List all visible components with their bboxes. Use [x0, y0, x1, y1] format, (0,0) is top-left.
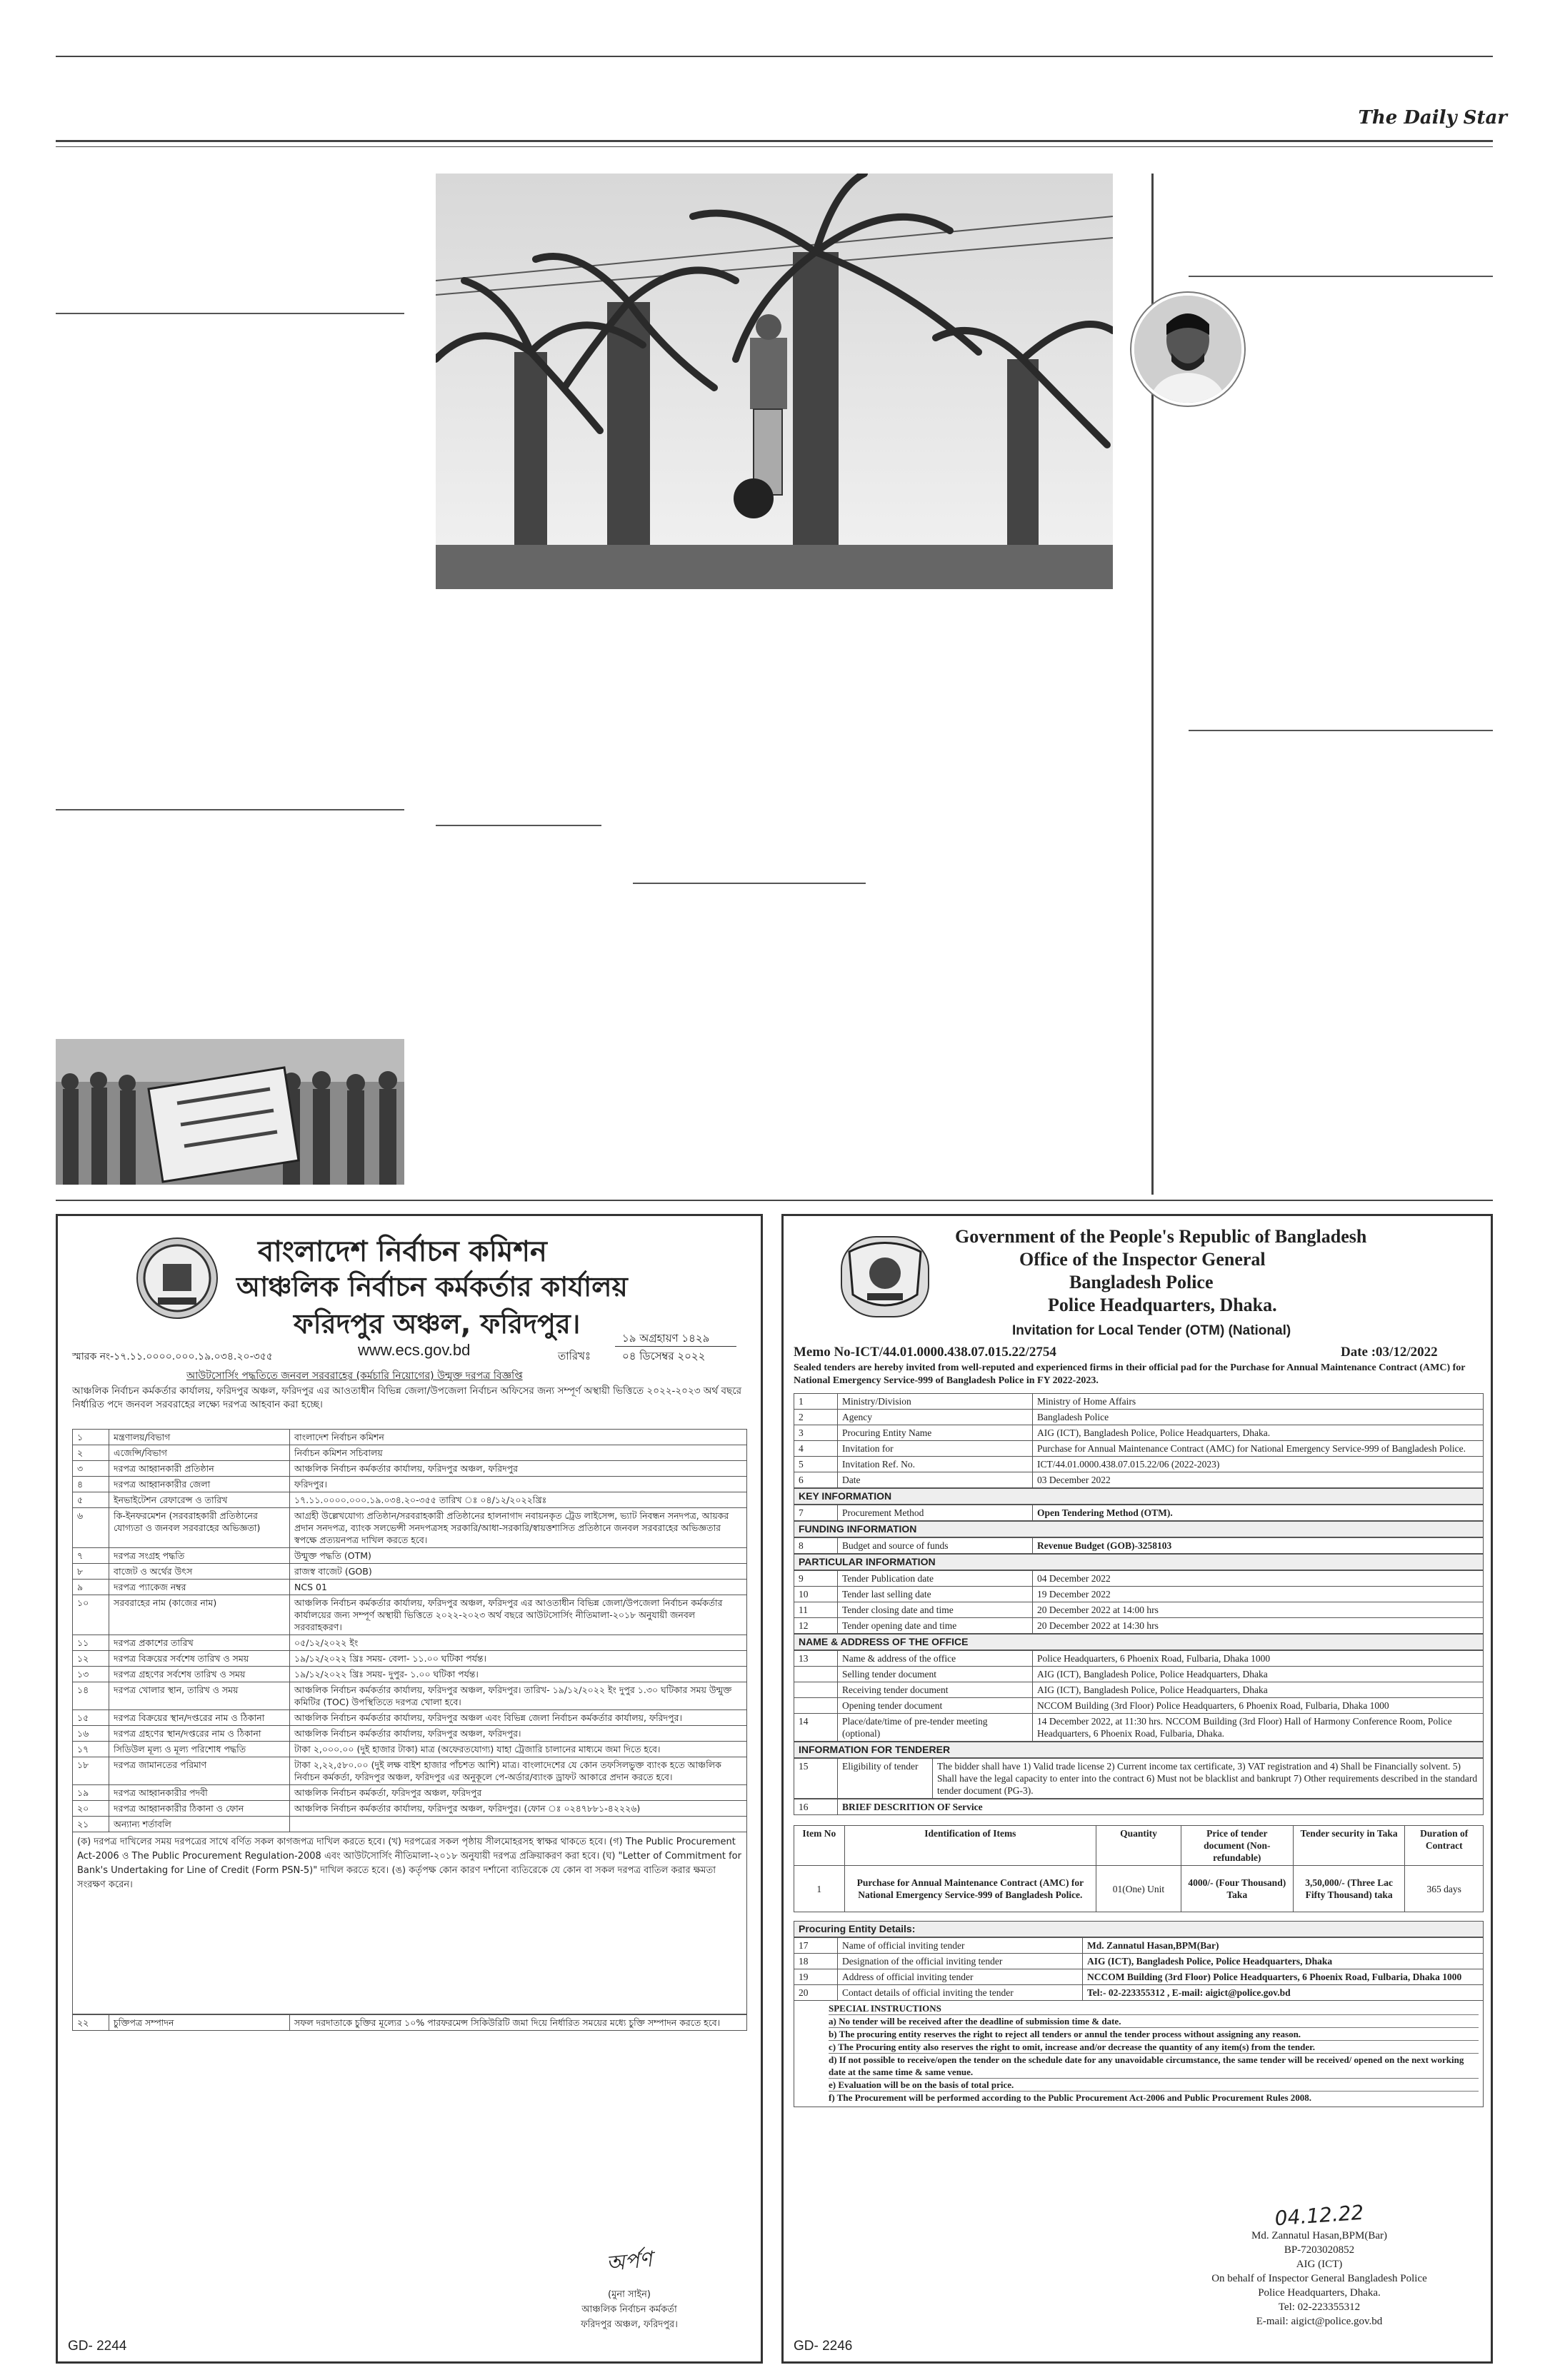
- police-sig-line: On behalf of Inspector General Bangladesh Police: [1211, 2273, 1427, 2284]
- name-address-header: NAME & ADDRESS OF THE OFFICE: [794, 1634, 1484, 1650]
- ec-table-row-value: আঞ্চলিক নির্বাচন কর্মকর্তা, ফরিদপুর অঞ্চল, ফরিদপুর: [290, 1785, 747, 1801]
- police-row: [794, 1457, 1484, 1472]
- key-information-header: KEY INFORMATION: [794, 1488, 1484, 1505]
- police-row-label: Procuring Entity Name: [838, 1425, 1033, 1441]
- special-instruction-item: b) The procuring entity reserves the right to reject all tenders or annul the tender process without assigning any reason.: [829, 2027, 1479, 2040]
- ec-table-row: [73, 1785, 747, 1801]
- items-header-cell: Tender security in Taka: [1293, 1826, 1405, 1866]
- ec-table-row-label: কি-ইনফরমেশন (সরবরাহকারী প্রতিষ্ঠানের যোগ্যতা ও জনবল সরবরাহের অভিজ্ঞতা): [109, 1508, 290, 1548]
- ec-date-bn-2: ০৪ ডিসেম্বর ২০২২: [622, 1350, 706, 1362]
- ec-table-row-no: ৪: [73, 1477, 109, 1492]
- center-rule-2: [633, 883, 866, 884]
- ec-memo: স্মারক নং-১৭.১১.০০০০.০০০.১৯.০৩৪.২০-৩৫৫: [72, 1351, 273, 1362]
- police-row-label: Designation of the official inviting tender: [838, 1954, 1083, 1969]
- ec-table-row-label: বাজেট ও অর্থের উৎস: [109, 1564, 290, 1580]
- police-row-no: 14: [794, 1714, 838, 1742]
- funding-information-header: FUNDING INFORMATION: [794, 1521, 1484, 1537]
- police-row-15-no: 15: [794, 1759, 838, 1799]
- ec-table-row: [73, 1548, 747, 1564]
- police-row-label: Name of official inviting tender: [838, 1938, 1083, 1954]
- ec-date-bn-1: ১৯ অগ্রহায়ণ ১৪২৯: [622, 1332, 710, 1345]
- ec-table-row: [73, 1667, 747, 1682]
- police-sig-line: Md. Zannatul Hasan,BPM(Bar): [1251, 2230, 1387, 2241]
- police-line-2: Office of the Inspector General: [1019, 1249, 1266, 1270]
- police-row-value: AIG (ICT), Bangladesh Police, Police Headquarters, Dhaka: [1033, 1667, 1484, 1682]
- ec-table-row: [73, 1742, 747, 1757]
- police-row-label: Opening tender document: [838, 1698, 1033, 1714]
- ec-table-row-label: দরপত্র গ্রহণের সর্বশেষ তারিখ ও সময়: [109, 1667, 290, 1682]
- police-row-label: Agency: [838, 1410, 1033, 1425]
- ec-table-row: [73, 1595, 747, 1635]
- ec-table-row-no: ৭: [73, 1548, 109, 1564]
- police-row: [794, 1714, 1484, 1742]
- police-row-value: AIG (ICT), Bangladesh Police, Police Headquarters, Dhaka.: [1033, 1425, 1484, 1441]
- ec-date-label: তারিখঃ: [558, 1350, 591, 1362]
- center-rule-1: [436, 825, 601, 826]
- items-cell: 01(One) Unit: [1096, 1866, 1181, 1912]
- items-header-row: [794, 1826, 1484, 1866]
- police-row-value: 20 December 2022 at 14:00 hrs: [1033, 1602, 1484, 1618]
- police-row-7-value: Open Tendering Method (OTM).: [1033, 1505, 1484, 1521]
- crowd-photo: [56, 1039, 404, 1185]
- ec-table-row-value: ১৯/১২/২০২২ খ্রিঃ সময়- বেলা- ১১.০০ ঘটিকা পর্যন্ত।: [290, 1651, 747, 1667]
- ec-table-row: [73, 1445, 747, 1461]
- police-row-value: NCCOM Building (3rd Floor) Police Headquarters, 6 Phoenix Road, Fulbaria, Dhaka 1000: [1033, 1698, 1484, 1714]
- police-intro: Sealed tenders are hereby invited from well-reputed and experienced firms in their official pad for the Purchase for Annual Maintenance Contract (AMC) for National Emergency Service-999 of Bangladesh Police in FY 2022-2023.: [794, 1362, 1466, 1386]
- police-signature-scrawl: 04.12.22: [1274, 2200, 1365, 2231]
- police-row-value: Police Headquarters, 6 Phoenix Road, Fulbaria, Dhaka 1000: [1033, 1651, 1484, 1667]
- ec-info-table: [72, 1429, 747, 2031]
- police-row-label: Selling tender document: [838, 1667, 1033, 1682]
- police-row-value: ICT/44.01.0000.438.07.015.22/06 (2022-2023): [1033, 1457, 1484, 1472]
- police-row-value: Md. Zannatul Hasan,BPM(Bar): [1083, 1938, 1484, 1954]
- ec-signature-scrawl: অর্পণ: [604, 2246, 654, 2277]
- police-row-no: [794, 1698, 838, 1714]
- ec-signature: [558, 2244, 701, 2333]
- police-row-no: 18: [794, 1954, 838, 1969]
- ec-table-row-label: ইনভাইটেশন রেফারেন্স ও তারিখ: [109, 1492, 290, 1508]
- ec-table-row-label: অন্যান্য শর্তাবলি: [109, 1817, 290, 1832]
- ec-table-row-no: ৮: [73, 1564, 109, 1580]
- ec-table-row: [73, 1461, 747, 1477]
- ec-table-row: [73, 1757, 747, 1785]
- police-row-no: 6: [794, 1472, 838, 1488]
- police-info-table: [794, 1393, 1484, 2107]
- police-row-label: Place/date/time of pre-tender meeting (optional): [838, 1714, 1033, 1742]
- ec-table-row-no: ২: [73, 1445, 109, 1461]
- special-instruction-item: f) The Procurement will be performed according to the Public Procurement Act-2006 and Public Procurement Rules 2008.: [829, 2091, 1479, 2104]
- particular-information-header: PARTICULAR INFORMATION: [794, 1554, 1484, 1570]
- police-emblem: [841, 1236, 929, 1317]
- ec-sig-place: ফরিদপুর অঞ্চল, ফরিদপুর।: [581, 2319, 678, 2330]
- masthead-rule-1: [56, 140, 1493, 142]
- ec-table-row-label: দরপত্র প্যাকেজ নম্বর: [109, 1580, 290, 1595]
- police-row-label: Address of official inviting tender: [838, 1969, 1083, 1985]
- ec-table-row-label: দরপত্র জামানতের পরিমাণ: [109, 1757, 290, 1785]
- ec-table-row-no: ১০: [73, 1595, 109, 1635]
- ec-table-row-no: ১: [73, 1430, 109, 1445]
- police-row-no: 12: [794, 1618, 838, 1634]
- ads-divider: [56, 1200, 1493, 1201]
- police-gd-code: GD- 2246: [794, 2339, 853, 2354]
- special-instructions-header: SPECIAL INSTRUCTIONS: [829, 2003, 941, 2014]
- police-row-no: [794, 1667, 838, 1682]
- ec-table-row-value: টাকা ২,২২,৫৮০.০০ (দুই লক্ষ বাইশ হাজার পাঁচশত আশি) মাত্র। বাংলাদেশের যে কোন তফসিলভুক্ত ব্যাংক হতে আঞ্চলিক নির্বাচন কর্মকর্তা, ফরিদপুর অঞ্চল, ফরিদপুর এর অনুকূলে পে-অর্ডার/ব্যাংক ড্রাফট আকারে প্রদান করতে হবে।: [290, 1757, 747, 1785]
- ec-table-row-value: আঞ্চলিক নির্বাচন কর্মকর্তার কার্যালয়, ফরিদপুর অঞ্চল, ফরিদপুর এর আওতাধীন বিভিন্ন জেলা/উপজেলা নির্বাচন কর্মকর্তার কার্যালয়ের জন্য সম্পূর্ণ অস্থায়ী ভিত্তিতে ২০২২-২০২৩ অর্থ বছরে আউটসোর্সিং নীতিমালা-২০১৮ অনুযায়ী জনবল সরবরাহকরণ।: [290, 1595, 747, 1635]
- ec-table-row-no: ২০: [73, 1801, 109, 1817]
- ec-date-underline: [615, 1346, 736, 1347]
- ec-table-row-no: ১৫: [73, 1710, 109, 1726]
- ec-table-row-value: আঞ্চলিক নির্বাচন কর্মকর্তার কার্যালয়, ফরিদপুর অঞ্চল, ফরিদপুর: [290, 1461, 747, 1477]
- police-row: [794, 1425, 1484, 1441]
- ec-table-row: [73, 1726, 747, 1742]
- ec-table-row-no: ১২: [73, 1651, 109, 1667]
- items-cell: 365 days: [1405, 1866, 1484, 1912]
- police-row: [794, 1571, 1484, 1587]
- items-header-cell: Quantity: [1096, 1826, 1181, 1866]
- police-row-no: 9: [794, 1571, 838, 1587]
- ec-table-row: [73, 1817, 747, 1832]
- items-row: [794, 1866, 1484, 1912]
- ec-title-3: ফরিদপুর অঞ্চল, ফরিদপুর।: [294, 1308, 581, 1340]
- ec-table-row-value: NCS 01: [290, 1580, 747, 1595]
- columnist-avatar: [1131, 293, 1244, 406]
- ec-table-row-label: এজেন্সি/বিভাগ: [109, 1445, 290, 1461]
- ec-table-row-value: আঞ্চলিক নির্বাচন কর্মকর্তার কার্যালয়, ফরিদপুর অঞ্চল এবং বিভিন্ন জেলা নির্বাচন কর্মকর্তার কার্যালয়, ফরিদপুর।: [290, 1710, 747, 1726]
- items-header-cell: Price of tender document (Non-refundable): [1181, 1826, 1293, 1866]
- masthead: The Daily Star: [1358, 107, 1507, 129]
- police-row-no: 2: [794, 1410, 838, 1425]
- ec-table-row-no: ১৩: [73, 1667, 109, 1682]
- ec-table-row: [73, 1430, 747, 1445]
- police-row-value: 04 December 2022: [1033, 1571, 1484, 1587]
- items-header-cell: Duration of Contract: [1405, 1826, 1484, 1866]
- police-row: [794, 1682, 1484, 1698]
- police-row-8-no: 8: [794, 1538, 838, 1554]
- election-commission-emblem: [136, 1237, 218, 1319]
- police-row-label: Name & address of the office: [838, 1651, 1033, 1667]
- items-cell: 4000/- (Four Thousand) Taka: [1181, 1866, 1293, 1912]
- police-row: [794, 1587, 1484, 1602]
- ec-table-row: [73, 1710, 747, 1726]
- date-palm-tree-photo: [436, 174, 1113, 589]
- ec-website: www.ecs.gov.bd: [358, 1341, 471, 1359]
- police-row-no: 5: [794, 1457, 838, 1472]
- ec-row-22-label: চুক্তিপত্র সম্পাদন: [109, 2015, 290, 2031]
- ec-gd-code: GD- 2244: [68, 2339, 127, 2354]
- ec-table-row-value: উন্মুক্ত পদ্ধতি (OTM): [290, 1548, 747, 1564]
- ec-table-row-label: সিডিউল মূল্য ও মূল্য পরিশোধ পদ্ধতি: [109, 1742, 290, 1757]
- ec-table-row-value: ১৯/১২/২০২২ খ্রিঃ সময়- দুপুর- ১.০০ ঘটিকা পর্যন্ত।: [290, 1667, 747, 1682]
- items-cell: 1: [794, 1866, 845, 1912]
- items-header-cell: Item No: [794, 1826, 845, 1866]
- ec-table-row-value: আঞ্চলিক নির্বাচন কর্মকর্তার কার্যালয়, ফরিদপুর অঞ্চল, ফরিদপুর।: [290, 1726, 747, 1742]
- police-row-no: 3: [794, 1425, 838, 1441]
- police-row: [794, 1441, 1484, 1457]
- special-instruction-item: e) Evaluation will be on the basis of total price.: [829, 2078, 1479, 2091]
- police-row-value: 03 December 2022: [1033, 1472, 1484, 1488]
- police-row-16-label: BRIEF DESCRITION OF Service: [838, 1799, 1484, 1815]
- election-commission-tender-ad: [56, 1214, 763, 2364]
- ec-table-row-value: [290, 1817, 747, 1832]
- police-row-no: 19: [794, 1969, 838, 1985]
- police-row: [794, 1985, 1484, 2001]
- ec-sig-title: আঞ্চলিক নির্বাচন কর্মকর্তা: [581, 2304, 677, 2315]
- police-row-7-label: Procurement Method: [838, 1505, 1033, 1521]
- ec-table-row-label: দরপত্র আহ্বানকারীর ঠিকানা ও ফোন: [109, 1801, 290, 1817]
- info-tenderer-header: INFORMATION FOR TENDERER: [794, 1742, 1484, 1758]
- police-invitation: Invitation for Local Tender (OTM) (National): [1012, 1323, 1291, 1338]
- police-row-8-value: Revenue Budget (GOB)-3258103: [1033, 1538, 1484, 1554]
- police-row: [794, 1602, 1484, 1618]
- police-row: [794, 1410, 1484, 1425]
- police-row-label: Date: [838, 1472, 1033, 1488]
- police-row-15-value: The bidder shall have 1) Valid trade license 2) Current income tax certificate, 3) VAT registration and 4) Shall be Financially solvent. 5) Shall have the legal capacity to enter into the contract 6) Must not be blacklist and bankrupt 7) Other requirements described in the standard tender document (PG-3).: [933, 1759, 1484, 1799]
- police-tender-ad: [781, 1214, 1493, 2364]
- items-cell: 3,50,000/- (Three Lac Fifty Thousand) taka: [1293, 1866, 1405, 1912]
- police-row-no: 1: [794, 1394, 838, 1410]
- ec-row-22-no: ২২: [73, 2015, 109, 2031]
- masthead-rule-2: [56, 146, 1493, 147]
- top-rule: [56, 56, 1493, 57]
- police-row-label: Tender last selling date: [838, 1587, 1033, 1602]
- police-row-16: [794, 1799, 1484, 1815]
- special-instruction-item: c) The Procuring entity also reserves the right to omit, increase and/or decrease the quantity of any item(s) from the tender.: [829, 2040, 1479, 2053]
- police-row-no: 11: [794, 1602, 838, 1618]
- ec-table-row-no: ৯: [73, 1580, 109, 1595]
- police-row-label: Ministry/Division: [838, 1394, 1033, 1410]
- police-row-no: 17: [794, 1938, 838, 1954]
- police-row-label: Invitation Ref. No.: [838, 1457, 1033, 1472]
- ec-sig-name: (মুনা সাইন): [608, 2289, 651, 2300]
- ec-table-row-value: রাজস্ব বাজেট (GOB): [290, 1564, 747, 1580]
- police-memo: Memo No-ICT/44.01.0000.438.07.015.22/2754: [794, 1345, 1056, 1360]
- police-sig-line: Police Headquarters, Dhaka.: [1258, 2287, 1381, 2299]
- police-row-no: 13: [794, 1651, 838, 1667]
- police-row: [794, 1969, 1484, 1985]
- ec-table-row-no: ১৬: [73, 1726, 109, 1742]
- police-row-no: 20: [794, 1985, 838, 2001]
- police-row-7-no: 7: [794, 1505, 838, 1521]
- police-signature: [1155, 2200, 1484, 2329]
- police-row: [794, 1618, 1484, 1634]
- ec-table-row-no: ১৪: [73, 1682, 109, 1710]
- police-line-4: Police Headquarters, Dhaka.: [1048, 1295, 1277, 1315]
- ec-table-row: [73, 1651, 747, 1667]
- ec-table-row-label: সরবরাহের নাম (কাজের নাম): [109, 1595, 290, 1635]
- police-row-value: 14 December 2022, at 11:30 hrs. NCCOM Building (3rd Floor) Hall of Harmony Conference Room, Police Headquarters, 6 Phoenix Road, Fulbaria, Dhaka.: [1033, 1714, 1484, 1742]
- ec-table-row: [73, 1635, 747, 1651]
- police-sig-line: Tel: 02-223355312: [1278, 2301, 1361, 2313]
- left-col-rule-2: [56, 809, 404, 810]
- ec-table-row-value: ফরিদপুর।: [290, 1477, 747, 1492]
- ec-table-row-value: ০৫/১২/২০২২ ইং: [290, 1635, 747, 1651]
- ec-table-row-value: টাকা ২,০০০.০০ (দুই হাজার টাকা) মাত্র (অফেরতযোগ্য) যাহা ট্রেজারি চালানের মাধ্যমে জমা দিতে হবে।: [290, 1742, 747, 1757]
- ec-table-row-no: ১৯: [73, 1785, 109, 1801]
- police-row-no: [794, 1682, 838, 1698]
- ec-table-row-value: বাংলাদেশ নির্বাচন কমিশন: [290, 1430, 747, 1445]
- police-row-label: Contact details of official inviting the tender: [838, 1985, 1083, 2001]
- police-row-value: Purchase for Annual Maintenance Contract (AMC) for National Emergency Service-999 of Bangladesh Police.: [1033, 1441, 1484, 1457]
- police-row: [794, 1394, 1484, 1410]
- police-row-value: AIG (ICT), Bangladesh Police, Police Headquarters, Dhaka: [1083, 1954, 1484, 1969]
- ec-table-row-no: ৫: [73, 1492, 109, 1508]
- ec-table-row-label: দরপত্র গ্রহণের স্থান/দপ্তরের নাম ও ঠিকানা: [109, 1726, 290, 1742]
- police-row: [794, 1651, 1484, 1667]
- ec-table-row: [73, 1801, 747, 1817]
- ec-table-row-label: দরপত্র খোলার স্থান, তারিখ ও সময়: [109, 1682, 290, 1710]
- right-col-rule-1: [1189, 276, 1493, 277]
- police-date: Date :03/12/2022: [1341, 1345, 1438, 1360]
- ec-table-row-value: আঞ্চলিক নির্বাচন কর্মকর্তার কার্যালয়, ফরিদপুর অঞ্চল, ফরিদপুর। (ফোন ঃ ০২৪৭৮৮১-৪২২২৬): [290, 1801, 747, 1817]
- ec-conditions: (ক) দরপত্র দাখিলের সময় দরপত্রের সাথে বর্ণিত সকল কাগজপত্র দাখিল করতে হবে। (খ) দরপত্রের সকল পৃষ্ঠায় সীলমোহরসহ স্বাক্ষর থাকতে হবে। (গ) The Public Procurement Act-2006 ও The Public Procurement Regulation-2008 এবং আউটসোর্সিং নীতিমালা-২০১৮ অনুযায়ী দরপত্র প্রক্রিয়াকরণ করা হবে। (ঘ) "Letter of Commitment for Bank's Undertaking for Line of Credit (Form PSN-5)" দাখিল করতে হবে। (ঙ) কর্তৃপক্ষ কোন কারণ দর্শানো ব্যতিরেকে যে কোন বা সকল দরপত্র বাতিল করার ক্ষমতা সংরক্ষণ করেন।: [72, 1832, 747, 2014]
- police-row-label: Invitation for: [838, 1441, 1033, 1457]
- ec-title-2: আঞ্চলিক নির্বাচন কর্মকর্তার কার্যালয়: [236, 1271, 628, 1302]
- police-row-value: Bangladesh Police: [1033, 1410, 1484, 1425]
- ec-table-row-label: মন্ত্রণালয়/বিভাগ: [109, 1430, 290, 1445]
- police-row: [794, 1472, 1484, 1488]
- ec-table-row-label: দরপত্র বিক্রয়ের সর্বশেষ তারিখ ও সময়: [109, 1651, 290, 1667]
- ec-subtitle: আউটসোর্সিং পদ্ধতিতে জনবল সরবরাহের (কর্মচারি নিয়োগের) উন্মুক্ত দরপত্র বিজ্ঞপ্তি: [186, 1370, 523, 1382]
- ec-table-row-value: নির্বাচন কমিশন সচিবালয়: [290, 1445, 747, 1461]
- ec-table-row-label: দরপত্র আহ্বানকারীর পদবী: [109, 1785, 290, 1801]
- special-instruction-item: d) If not possible to receive/open the tender on the schedule date for any unavoidable circumstance, the same tender will be received/ opened on the next working date at the same time & same venue.: [829, 2053, 1479, 2078]
- police-row-15: [794, 1759, 1484, 1799]
- right-col-rule-2: [1189, 730, 1493, 731]
- items-header-cell: Identification of Items: [844, 1826, 1096, 1866]
- police-sig-line: BP-7203020852: [1284, 2244, 1355, 2256]
- police-line-3: Bangladesh Police: [1069, 1272, 1214, 1292]
- ec-table-row-no: ২১: [73, 1817, 109, 1832]
- special-instruction-item: a) No tender will be received after the deadline of submission time & date.: [829, 2014, 1479, 2027]
- ec-table-row: [73, 1508, 747, 1548]
- police-line-1: Government of the People's Republic of Bangladesh: [955, 1226, 1367, 1247]
- ec-row-22-value: সফল দরদাতাকে চুক্তির মূল্যের ১০% পারফরমেন্স সিকিউরিটি জমা দিয়ে নির্ধারিত সময়ের মধ্যে চুক্তি সম্পাদন করতে হবে।: [290, 2015, 747, 2031]
- police-row-label: Tender Publication date: [838, 1571, 1033, 1587]
- left-col-rule-1: [56, 313, 404, 314]
- police-row-8-label: Budget and source of funds: [838, 1538, 1033, 1554]
- ec-table-row-no: ১৮: [73, 1757, 109, 1785]
- police-row-value: 20 December 2022 at 14:30 hrs: [1033, 1618, 1484, 1634]
- police-row: [794, 1954, 1484, 1969]
- police-row-label: Tender opening date and time: [838, 1618, 1033, 1634]
- police-row-value: Tel:- 02-223355312 , E-mail: aigict@police.gov.bd: [1083, 1985, 1484, 2001]
- ec-table-row-label: দরপত্র সংগ্রহ পদ্ধতি: [109, 1548, 290, 1564]
- ec-table-row-label: দরপত্র আহ্বানকারী প্রতিষ্ঠান: [109, 1461, 290, 1477]
- ec-table-row-value: আগ্রহী উল্লেখযোগ্য প্রতিষ্ঠান/সরবরাহকারী প্রতিষ্ঠানের হালনাগাদ নবায়নকৃত ট্রেড লাইসেন্স, ভ্যাট নিবন্ধন সনদপত্র, আয়কর প্রদান সনদপত্র, ব্যাংক সলভেন্সী সনদপত্রসহ সরকারি/আধা-সরকারি/স্বায়ত্তশাসিত প্রতিষ্ঠানে জনবল সরবরাহের অভিজ্ঞতার স্বপক্ষে প্রত্যয়নপত্র দাখিল করতে হবে।: [290, 1508, 747, 1548]
- police-row: [794, 1698, 1484, 1714]
- ec-table-row: [73, 1477, 747, 1492]
- ec-table-row-no: ১৭: [73, 1742, 109, 1757]
- police-row-8: [794, 1538, 1484, 1554]
- police-row-value: NCCOM Building (3rd Floor) Police Headquarters, 6 Phoenix Road, Fulbaria, Dhaka 1000: [1083, 1969, 1484, 1985]
- ec-table-row-value: আঞ্চলিক নির্বাচন কর্মকর্তার কার্যালয়, ফরিদপুর অঞ্চল, ফরিদপুর। তারিখ- ১৯/১২/২০২২ ইং দুপুর ১.৩০ ঘটিকার সময় উন্মুক্ত কমিটির (TOC) উপস্থিতিতে দরপত্র খোলা হবে।: [290, 1682, 747, 1710]
- items-cell: Purchase for Annual Maintenance Contract (AMC) for National Emergency Service-999 of Bangladesh Police.: [844, 1866, 1096, 1912]
- ec-table-row-no: ১১: [73, 1635, 109, 1651]
- ec-table-row-label: দরপত্র বিক্রয়ের স্থান/দপ্তরের নাম ও ঠিকানা: [109, 1710, 290, 1726]
- police-sig-line: AIG (ICT): [1296, 2259, 1343, 2270]
- police-row: [794, 1938, 1484, 1954]
- police-row-no: 4: [794, 1441, 838, 1457]
- police-row-label: Receiving tender document: [838, 1682, 1033, 1698]
- ec-table-row-no: ৬: [73, 1508, 109, 1548]
- ec-table-row: [73, 1492, 747, 1508]
- ec-table-row: [73, 1580, 747, 1595]
- police-row-value: 19 December 2022: [1033, 1587, 1484, 1602]
- police-row: [794, 1667, 1484, 1682]
- special-instructions: [794, 2001, 1484, 2107]
- ec-intro: আঞ্চলিক নির্বাচন কর্মকর্তার কার্যালয়, ফরিদপুর অঞ্চল, ফরিদপুর এর আওতাধীন বিভিন্ন জেলা/উপজেলা নির্বাচন অফিসের জন্য সম্পূর্ণ অস্থায়ী ভিত্তিতে ২০২২-২০২৩ অর্থ বছরে নির্ধারিত পদে জনবল সরবরাহের লক্ষ্যে দরপত্র আহবান করা হচ্ছে।: [72, 1385, 742, 1410]
- police-row-15-label: Eligibility of tender: [838, 1759, 933, 1799]
- police-row-no: 10: [794, 1587, 838, 1602]
- police-sig-line: E-mail: aigict@police.gov.bd: [1256, 2316, 1383, 2327]
- ec-title-1: বাংলাদেশ নির্বাচন কমিশন: [258, 1235, 547, 1268]
- ec-table-row-label: দরপত্র প্রকাশের তারিখ: [109, 1635, 290, 1651]
- police-row-16-no: 16: [794, 1799, 838, 1815]
- ec-table-row-label: দরপত্র আহ্বানকারীর জেলা: [109, 1477, 290, 1492]
- ec-row-22: [73, 2015, 747, 2031]
- police-row-label: Tender closing date and time: [838, 1602, 1033, 1618]
- police-row-value: Ministry of Home Affairs: [1033, 1394, 1484, 1410]
- ec-table-row: [73, 1564, 747, 1580]
- police-row-value: AIG (ICT), Bangladesh Police, Police Headquarters, Dhaka: [1033, 1682, 1484, 1698]
- police-row-7: [794, 1505, 1484, 1521]
- ec-table-row: [73, 1682, 747, 1710]
- ec-table-row-no: ৩: [73, 1461, 109, 1477]
- ec-table-row-value: ১৭.১১.০০০০.০০০.১৯.০৩৪.২০-৩৫৫ তারিখ ঃ ০৪/১২/২০২২খ্রিঃ: [290, 1492, 747, 1508]
- procuring-entity-header: Procuring Entity Details:: [794, 1921, 1484, 1937]
